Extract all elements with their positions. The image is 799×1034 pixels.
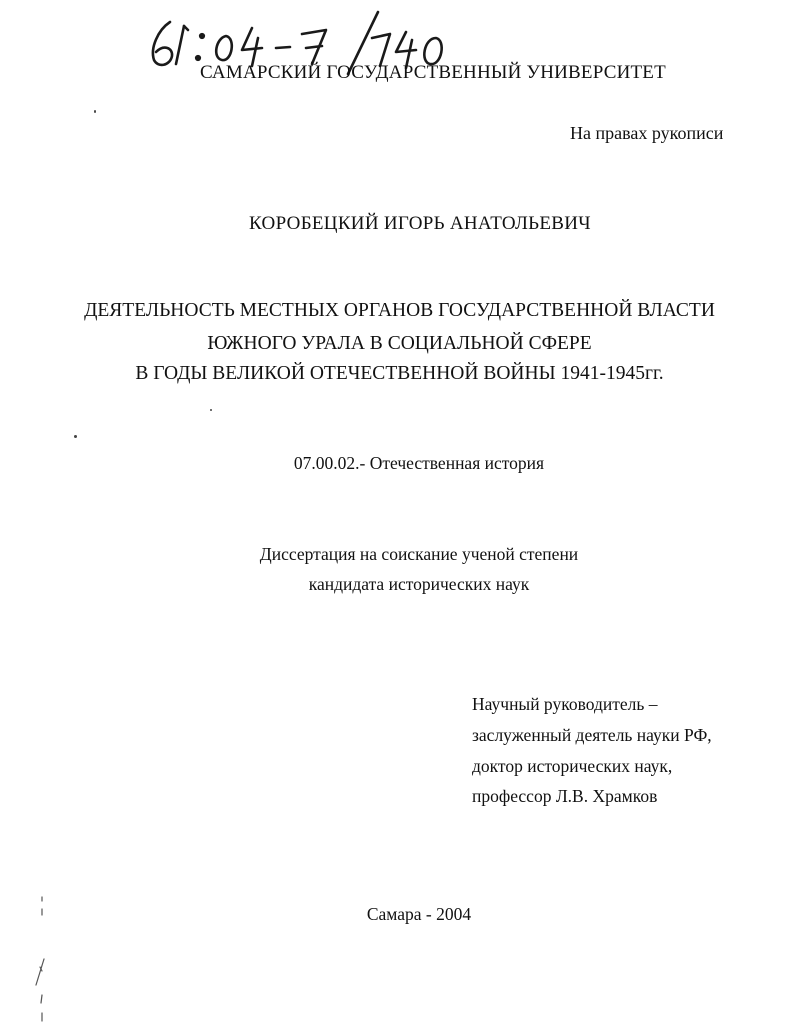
supervisor-line-3: доктор исторических наук, [472,756,673,776]
place-and-year: Самара - 2004 [366,904,472,924]
scan-speck [94,110,96,113]
supervisor-line-1: Научный руководитель – [472,694,658,714]
degree-line-2: кандидата исторических наук [308,574,530,594]
manuscript-rights-note: На правах рукописи [570,123,724,143]
scan-speck [210,409,212,411]
supervisor-line-2: заслуженный деятель науки РФ, [472,725,712,745]
dissertation-title-line-3: В ГОДЫ ВЕЛИКОЙ ОТЕЧЕСТВЕННОЙ ВОЙНЫ 1941-1945гг. [135,363,664,384]
specialty-code: 07.00.02.- Отечественная история [293,453,545,473]
margin-scan-marks [30,895,54,1025]
scan-speck [74,435,77,438]
margin-scan-marks-drawing [30,895,54,1025]
degree-line-1: Диссертация на соискание ученой степени [259,544,579,564]
supervisor-line-4: профессор Л.В. Храмков [472,786,658,806]
university-name: САМАРСКИЙ ГОСУДАРСТВЕННЫЙ УНИВЕРСИТЕТ [200,62,666,83]
author-name: КОРОБЕЦКИЙ ИГОРЬ АНАТОЛЬЕВИЧ [249,213,591,234]
dissertation-title-line-2: ЮЖНОГО УРАЛА В СОЦИАЛЬНОЙ СФЕРЕ [207,333,592,354]
dissertation-title-line-1: ДЕЯТЕЛЬНОСТЬ МЕСТНЫХ ОРГАНОВ ГОСУДАРСТВЕННОЙ ВЛАСТИ [84,300,715,321]
